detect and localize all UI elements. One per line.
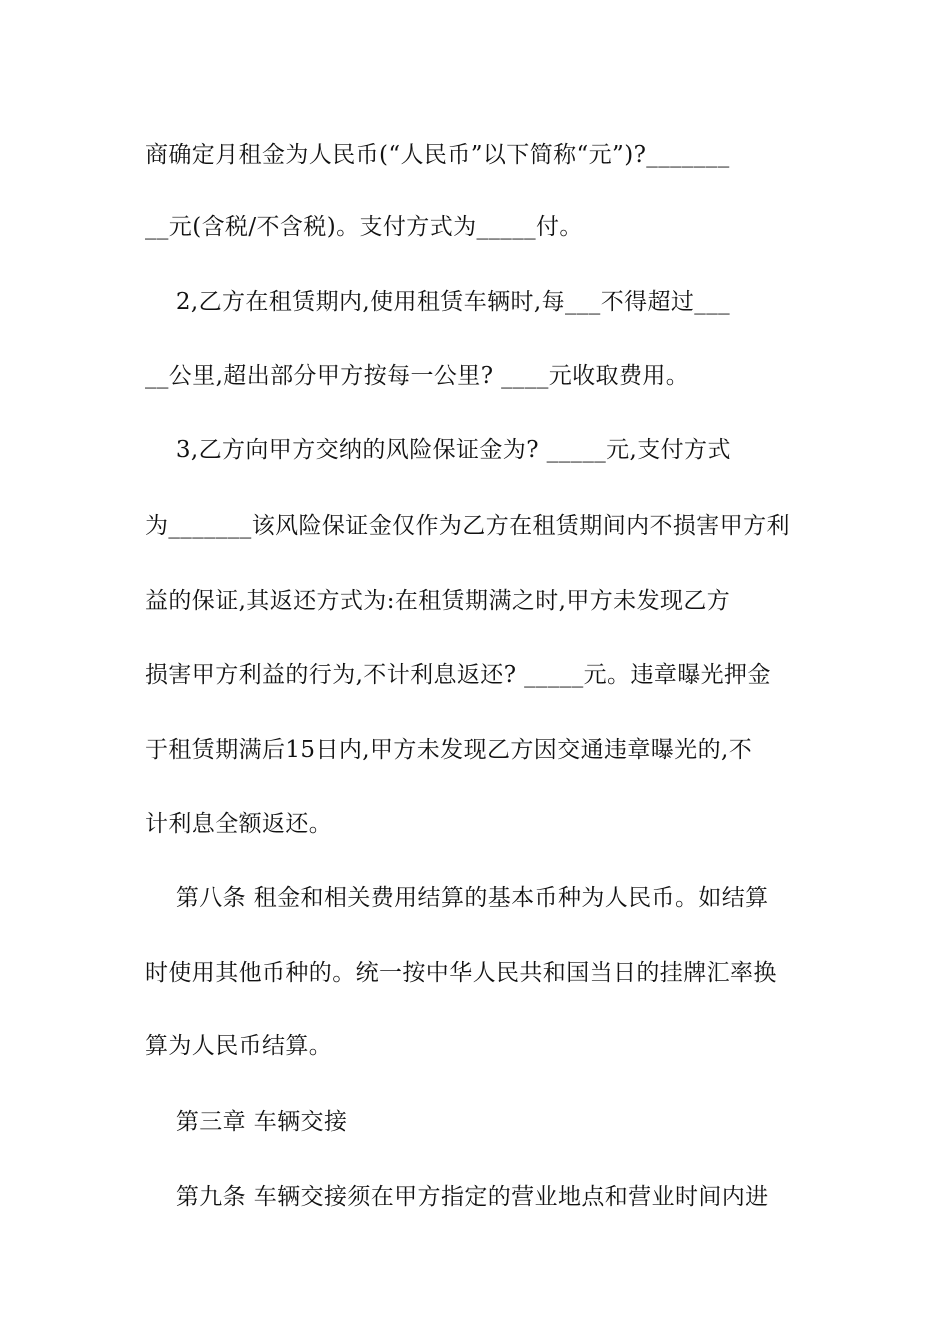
text-line: 第九条 车辆交接须在甲方指定的营业地点和营业时间内进 bbox=[145, 1184, 769, 1210]
text-line: __元(含税/不含税)。支付方式为_____付。 bbox=[145, 214, 583, 240]
text-line: 算为人民币结算。 bbox=[145, 1033, 333, 1059]
text-line: 损害甲方利益的行为,不计利息返还? _____元。违章曝光押金 bbox=[145, 662, 771, 688]
text-line: __公里,超出部分甲方按每一公里? ____元收取费用。 bbox=[145, 363, 690, 389]
text-line: 于租赁期满后15日内,甲方未发现乙方因交通违章曝光的,不 bbox=[145, 737, 753, 763]
text-line: 第三章 车辆交接 bbox=[145, 1109, 348, 1135]
text-line: 计利息全额返还。 bbox=[145, 811, 333, 837]
text-line: 2,乙方在租赁期内,使用租赁车辆时,每___不得超过___ bbox=[145, 289, 731, 315]
text-line: 益的保证,其返还方式为:在租赁期满之时,甲方未发现乙方 bbox=[145, 588, 731, 614]
text-line: 3,乙方向甲方交纳的风险保证金为? _____元,支付方式 bbox=[145, 437, 731, 463]
text-line: 时使用其他币种的。统一按中华人民共和国当日的挂牌汇率换 bbox=[145, 960, 777, 986]
text-line: 商确定月租金为人民币(“人民币”以下简称“元”)?_______ bbox=[145, 142, 730, 168]
text-line: 为_______该风险保证金仅作为乙方在租赁期间内不损害甲方利 bbox=[145, 513, 790, 539]
text-line: 第八条 租金和相关费用结算的基本币种为人民币。如结算 bbox=[145, 885, 769, 911]
